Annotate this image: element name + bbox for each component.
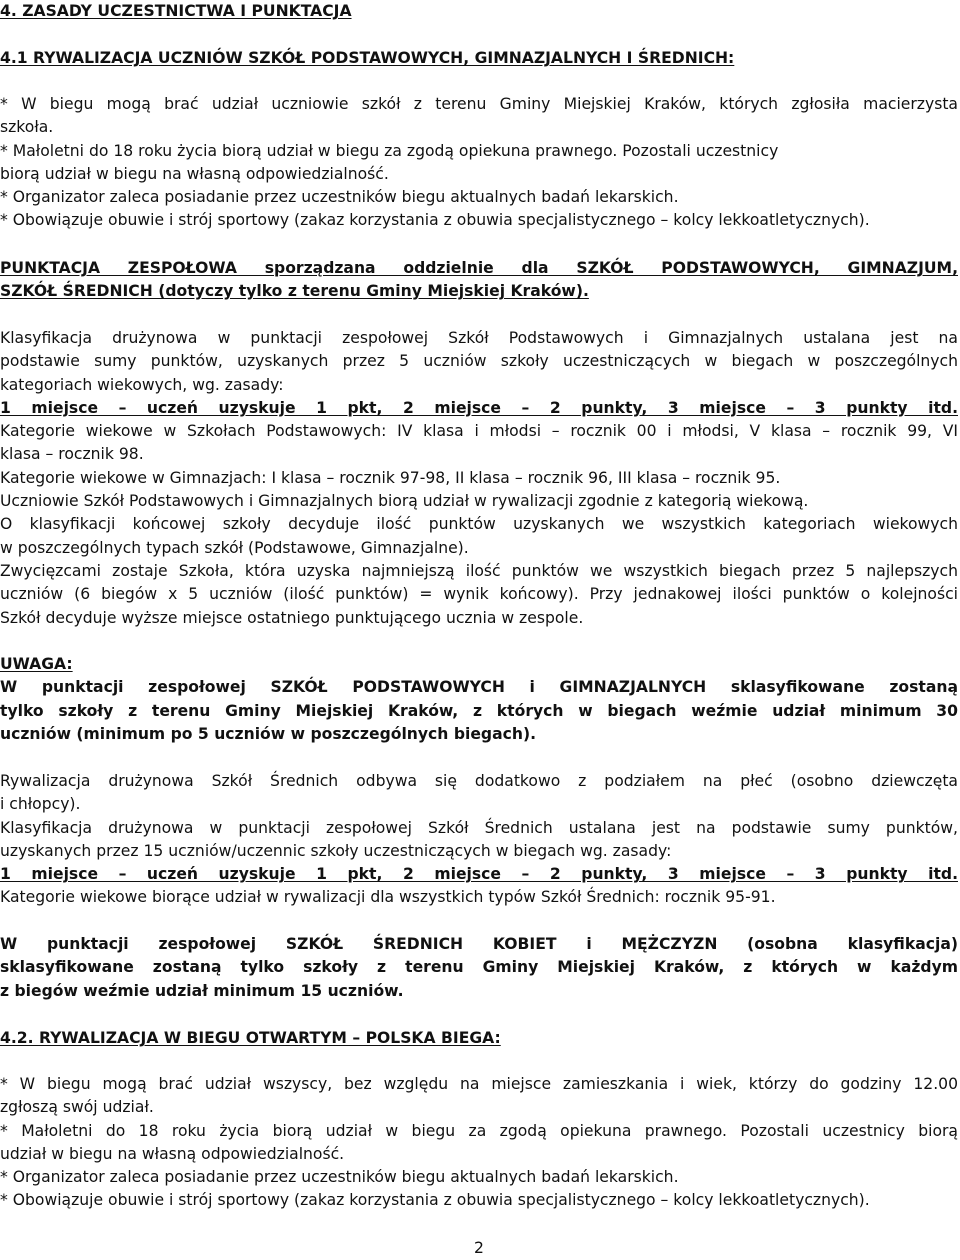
rule-line: zgłoszą swój udział. bbox=[0, 1098, 154, 1117]
uwaga-label: UWAGA: bbox=[0, 655, 73, 673]
secondary-scoring-rule: 1 miejsce – uczeń uzyskuje 1 pkt, 2 miejsce – 2 punkty, 3 miejsce – 3 punkty itd. bbox=[0, 865, 958, 884]
page-number: 2 bbox=[474, 1239, 484, 1257]
rule-line: * Małoletni do 18 roku życia biorą udział w biegu za zgodą opiekuna prawnego. Pozostali uczestnicy bbox=[0, 141, 779, 160]
rule-line: * W biegu mogą brać udział uczniowie szkół z terenu Gminy Miejskiej Kraków, których zgłosiła macierzysta bbox=[0, 95, 958, 113]
rule-line: * Organizator zaleca posiadanie przez uczestników biegu aktualnych badań lekarskich. bbox=[0, 188, 679, 207]
rule-line: biorą udział w biegu na własną odpowiedzialność. bbox=[0, 164, 389, 183]
scoring-rule: 1 miejsce – uczeń uzyskuje 1 pkt, 2 miejsce – 2 punkty, 3 miejsce – 3 punkty itd. bbox=[0, 398, 958, 417]
secondary-schools-body: Rywalizacja drużynowa Szkół Średnich odbywa się dodatkowo z podziałem na płeć (osobno dziewczęta i chłopcy). Klasyfikacja drużynowa w punktacji zespołowej Szkół Średnich ustalana jest na podstawie sumy punktów, uzyskanych przez 15 uczniów/uczennic szkoły uczestniczących w biegach wg. zasady: 1 miejsce – uczeń uzyskuje 1 pkt, 2 miejsce – 2 punkty, 3 miejsce – 3 punkty itd. Kategorie wiekowe biorące udział w rywalizacji dla wszystkich typów Szkół Średnich: rocznik 95-91. bbox=[0, 772, 958, 907]
s41-rules bbox=[0, 93, 958, 233]
rule-line: * Obowiązuje obuwie i strój sportowy (zakaz korzystania z obuwia specjalistycznego – kolcy lekkoatletycznych). bbox=[0, 1191, 870, 1210]
secondary-note: W punktacji zespołowej SZKÓŁ ŚREDNICH KOBIET i MĘŻCZYZN (osobna klasyfikacja) sklasyfikowane zostaną tylko szkoły z terenu Gminy Miejskiej Kraków, z których w każdym z biegów weźmie udział minimum 15 uczniów. bbox=[0, 935, 958, 1000]
rule-line: * Organizator zaleca posiadanie przez uczestników biegu aktualnych badań lekarskich. bbox=[0, 1168, 679, 1187]
team-scoring-heading: PUNKTACJA ZESPOŁOWA sporządzana oddzielnie dla SZKÓŁ PODSTAWOWYCH, GIMNAZJUM, SZKÓŁ ŚREDNICH (dotyczy tylko z terenu Gminy Miejskiej Kraków). bbox=[0, 259, 958, 301]
section-heading-4: 4. ZASADY UCZESTNICTWA I PUNKTACJA bbox=[0, 2, 352, 20]
section-heading-4-1: 4.1 RYWALIZACJA UCZNIÓW SZKÓŁ PODSTAWOWYCH, GIMNAZJALNYCH I ŚREDNICH: bbox=[0, 49, 735, 67]
rule-line: * Obowiązuje obuwie i strój sportowy (zakaz korzystania z obuwia specjalistycznego – kolcy lekkoatletycznych). bbox=[0, 211, 870, 230]
team-scoring-body: Klasyfikacja drużynowa w punktacji zespołowej Szkół Podstawowych i Gimnazjalnych ustalana jest na podstawie sumy punktów, uzyskanych przez 5 uczniów szkoły uczestniczących w biegach w poszczególnych kategoriach wiekowych, wg. zasady: 1 miejsce – uczeń uzyskuje 1 pkt, 2 miejsce – 2 punkty, 3 miejsce – 3 punkty itd. Kategorie wiekowe w Szkołach Podstawowych: IV klasa i młodsi – rocznik 00 i młodsi, V klasa – rocznik 99, VI klasa – rocznik 98. Kategorie wiekowe w Gimnazjach: I klasa – rocznik 97-98, II klasa – rocznik 96, III klasa – rocznik 95. Uczniowie Szkół Podstawowych i Gimnazjalnych biorą udział w rywalizacji zgodnie z kategorią wiekową. O klasyfikacji końcowej szkoły decyduje ilość punktów uzyskanych we wszystkich kategoriach wiekowych w poszczególnych typach szkół (Podstawowe, Gimnazjalne). Zwycięzcami zostaje Szkoła, która uzyska najmniejszą ilość punktów we wszystkich biegach przez 5 najlepszych uczniów (6 biegów x 5 uczniów (ilość punktów) = wynik końcowy). Przy jednakowej ilości punktów o kolejności Szkół decyduje wyższe miejsce ostatniego punktującego ucznia w zespole. bbox=[0, 329, 958, 627]
uwaga-block: UWAGA: W punktacji zespołowej SZKÓŁ PODSTAWOWYCH i GIMNAZJALNYCH sklasyfikowane zostaną tylko szkoły z terenu Gminy Miejskiej Kraków, z których w biegach weźmie udział minimum 30 uczniów (minimum po 5 uczniów w poszczególnych biegach). bbox=[0, 655, 958, 743]
rule-line: * W biegu mogą brać udział wszyscy, bez względu na miejsce zamieszkania i wiek, którzy do godziny 12.00 bbox=[0, 1075, 958, 1093]
rule-line: udział w biegu na własną odpowiedzialność. bbox=[0, 1144, 345, 1163]
section-heading-4-2: 4.2. RYWALIZACJA W BIEGU OTWARTYM – POLSKA BIEGA: bbox=[0, 1029, 501, 1047]
rule-line: szkoła. bbox=[0, 118, 54, 137]
s42-rules bbox=[0, 1073, 958, 1213]
rule-line: * Małoletni do 18 roku życia biorą udział w biegu za zgodą opiekuna prawnego. Pozostali uczestnicy biorą bbox=[0, 1121, 958, 1140]
